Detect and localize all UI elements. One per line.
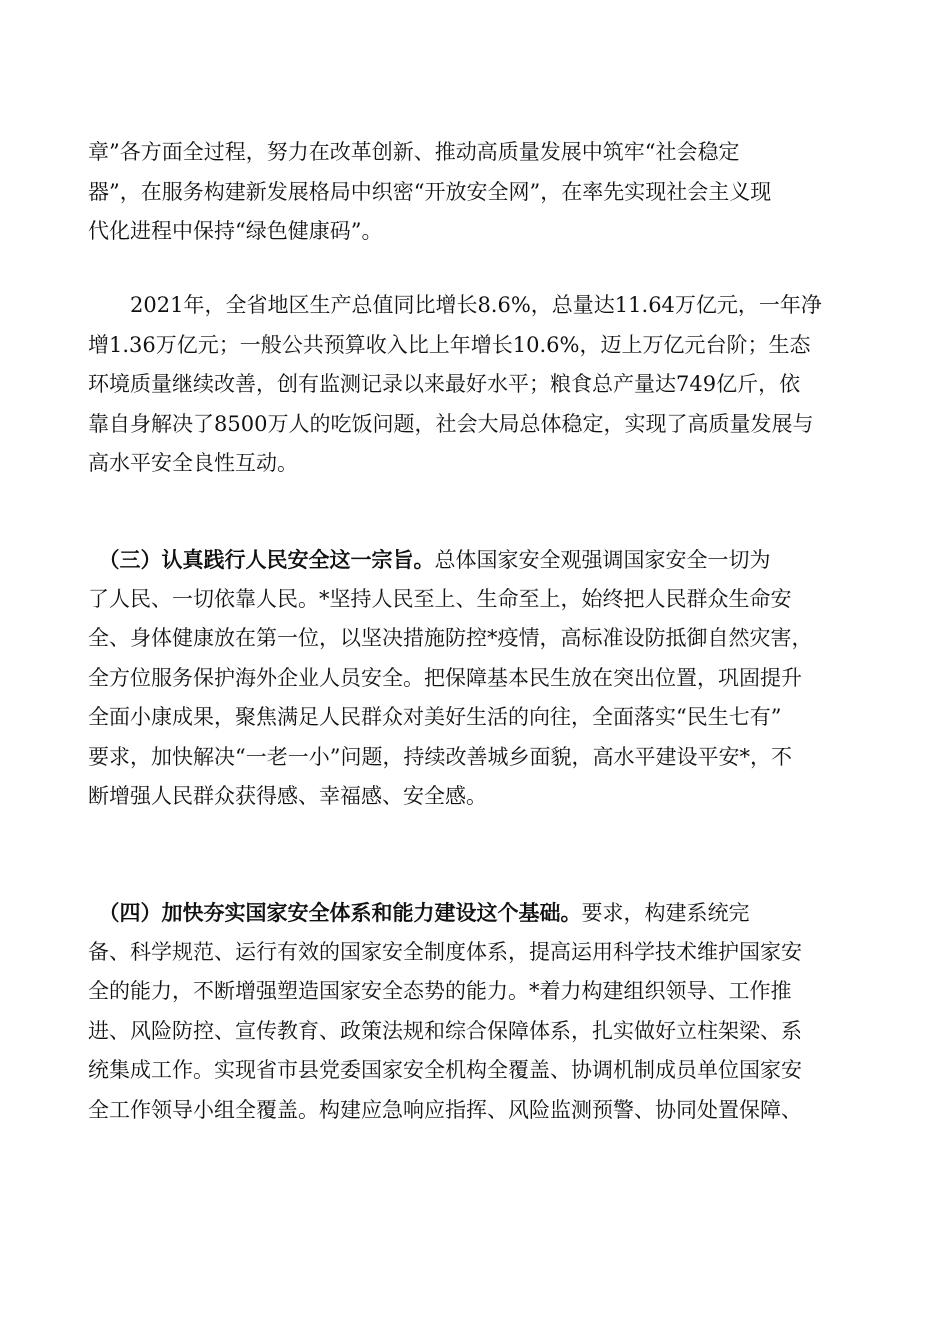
- paragraph-line: 备、科学规范、运行有效的国家安全制度体系，提高运用科学技术维护国家安: [88, 939, 802, 964]
- paragraph-line: 要求，加快解决“一老一小”问题，持续改善城乡面貌，高水平建设平安*，不: [88, 744, 792, 769]
- paragraph-line: 断增强人民群众获得感、幸福感、安全感。: [88, 784, 487, 808]
- paragraph-line: 代化进程中保持“绿色健康码”。: [88, 219, 383, 243]
- paragraph-line: 了人民、一切依靠人民。*坚持人民至上、生命至上，始终把人民群众生命安: [88, 586, 792, 611]
- paragraph-line: 全、身体健康放在第一位，以坚决措施防控*疫情，高标准设防抵御自然灾害，: [88, 626, 813, 650]
- paragraph-line: 全面小康成果，聚焦满足人民群众对美好生活的向往，全面落实“民生七有”: [88, 705, 782, 729]
- paragraph-2: [88, 286, 858, 484]
- paragraph-line: 全方位服务保护海外企业人员安全。把保障基本民生放在突出位置，巩固提升: [88, 665, 802, 690]
- paragraph-line: 高水平安全良性互动。: [88, 451, 298, 475]
- paragraph-3: [88, 540, 858, 817]
- paragraph-1: [88, 133, 858, 252]
- paragraph-line: 2021年，全省地区生产总值同比增长8.6%，总量达11.64万亿元，一年净: [88, 293, 822, 317]
- paragraph-text: 要求，构建系统完: [581, 901, 750, 925]
- paragraph-line-first: [88, 893, 858, 933]
- section-heading: （四）加快夯实国家安全体系和能力建设这个基础。: [88, 900, 582, 925]
- paragraph-line: 全工作领导小组全覆盖。构建应急响应指挥、风险监测预警、协同处置保障、: [88, 1097, 802, 1122]
- paragraph-line: 统集成工作。实现省市县党委国家安全机构全覆盖、协调机制成员单位国家安: [88, 1058, 802, 1082]
- paragraph-line: 环境质量继续改善，创有监测记录以来最好水平；粮食总产量达749亿斤，依: [88, 372, 801, 396]
- paragraph-line: 进、风险防控、宣传教育、政策法规和综合保障体系，扎实做好立柱架梁、系: [88, 1018, 802, 1043]
- paragraph-line: 增1.36万亿元；一般公共预算收入比上年增长10.6%，迈上万亿元台阶；生态: [88, 332, 811, 357]
- paragraph-line: 靠自身解决了8500万人的吃饭问题，社会大局总体稳定，实现了高质量发展与: [88, 411, 814, 436]
- paragraph-line: 器”，在服务构建新发展格局中织密“开放安全网”，在率先实现社会主义现: [88, 179, 772, 204]
- paragraph-text: 总体国家安全观强调国家安全一切为: [434, 548, 771, 572]
- paragraph-line-first: [88, 540, 858, 580]
- paragraph-line: 全的能力，不断增强塑造国家安全态势的能力。*着力构建组织领导、工作推: [88, 979, 792, 1003]
- paragraph-line: 章”各方面全过程，努力在改革创新、推动高质量发展中筑牢“社会稳定: [88, 140, 740, 164]
- section-heading: （三）认真践行人民安全这一宗旨。: [88, 547, 435, 572]
- paragraph-4: [88, 893, 858, 1130]
